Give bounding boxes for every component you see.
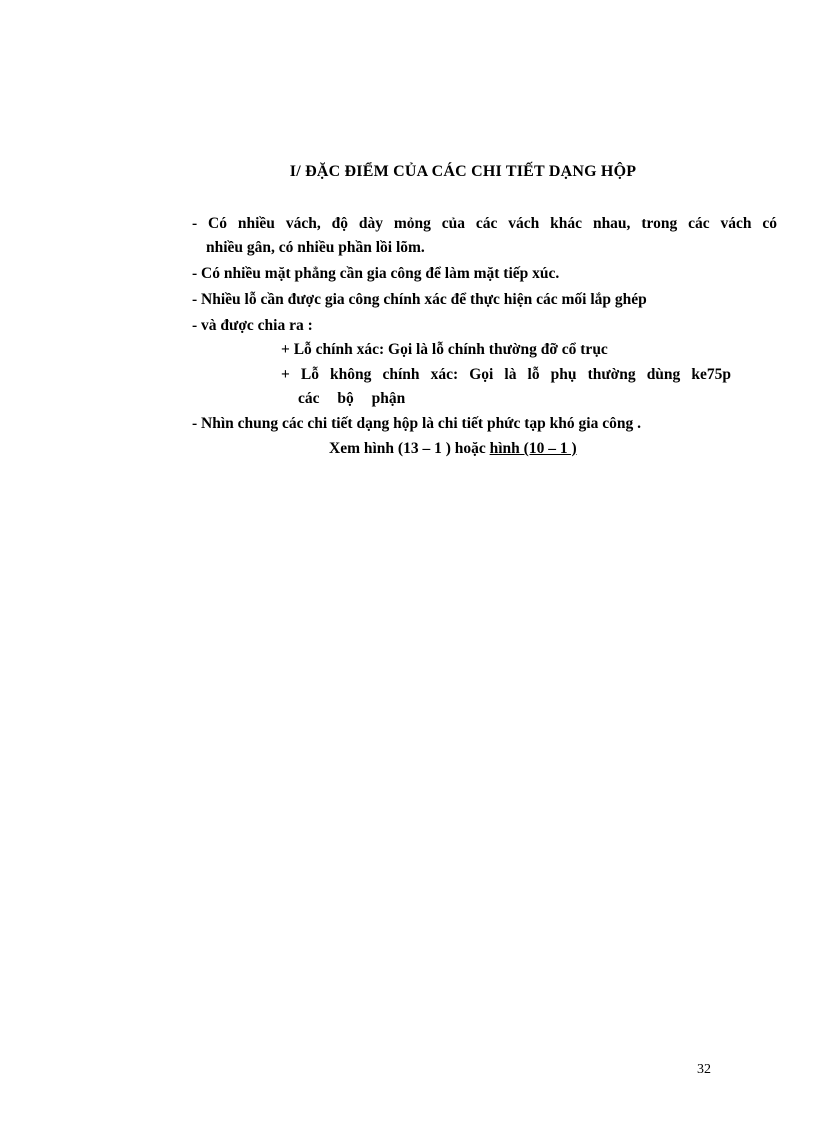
bullet-line-4: - và được chia ra : — [192, 317, 313, 334]
section-title: I/ ĐẶC ĐIỂM CỦA CÁC CHI TIẾT DẠNG HỘP — [289, 163, 637, 180]
figure-reference-prefix: Xem hình (13 – 1 ) hoặc — [329, 440, 490, 457]
sub-item-continuation: các bộ phận — [298, 390, 406, 407]
bullet-line-2: - Có nhiều mặt phẳng cần gia công để làm mặt tiếp xúc. — [192, 265, 560, 282]
sub-item-imprecise-hole: + Lỗ không chính xác: Gọi là lỗ phụ thường dùng ke75p — [281, 366, 731, 383]
bullet-line-1: - Có nhiều vách, độ dày mỏng của các vách khác nhau, trong các vách có — [192, 215, 777, 232]
bullet-line-3: - Nhiều lỗ cần được gia công chính xác để thực hiện các mối lắp ghép — [192, 291, 647, 308]
figure-reference-link[interactable]: hình (10 – 1 ) — [489, 440, 577, 457]
bullet-line-1-continuation: nhiều gân, có nhiều phần lồi lõm. — [206, 239, 425, 256]
bullet-line-5: - Nhìn chung các chi tiết dạng hộp là chi tiết phức tạp khó gia công . — [192, 415, 641, 432]
sub-item-precise-hole: + Lỗ chính xác: Gọi là lỗ chính thường đỡ cổ trục — [281, 341, 608, 358]
figure-reference — [329, 439, 577, 459]
page-number: 32 — [697, 1062, 711, 1077]
